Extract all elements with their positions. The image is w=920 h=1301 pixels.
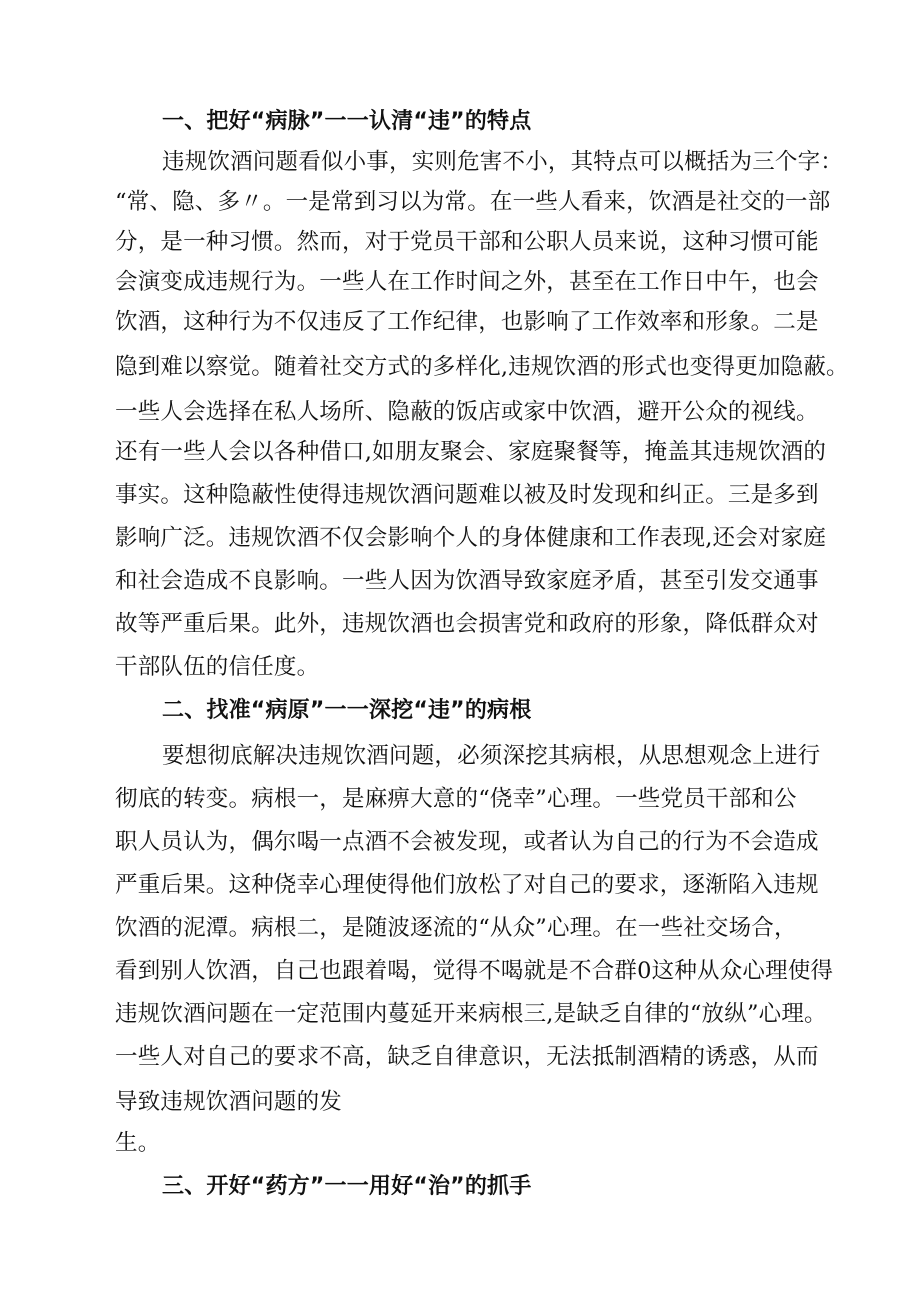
paragraph-line: 违规饮酒问题看似小事，实则危害不小，其特点可以概括为三个字：	[162, 149, 844, 175]
paragraph-line: 导致违规饮酒问题的发	[115, 1089, 343, 1115]
paragraph-line: 看到别人饮酒，自己也跟着喝，觉得不喝就是不合群0这种从众心理使得	[115, 958, 834, 984]
paragraph-line: 干部队伍的信任度。	[115, 654, 320, 680]
paragraph-line: 职人员认为，偶尔喝一点酒不会被发现，或者认为自己的行为不会造成	[115, 829, 819, 855]
paragraph-line: 故等严重后果。此外，违规饮酒也会损害党和政府的形象，降低群众对	[115, 611, 819, 637]
paragraph-line: “常、隐、多〃。一是常到习以为常。在一些人看来，饮酒是社交的一部	[115, 189, 831, 215]
paragraph-line: 隐到难以察觉。随着社交方式的多样化,违规饮酒的形式也变得更加隐蔽。	[115, 354, 849, 380]
paragraph-line: 生。	[115, 1130, 161, 1156]
paragraph-line: 饮酒，这种行为不仅违反了工作纪律，也影响了工作效率和形象。二是	[115, 309, 819, 335]
section-2-heading: 二、找准“病原”一一深挖“违”的病根	[162, 698, 532, 723]
paragraph-line: 会演变成违规行为。一些人在工作时间之外，甚至在工作日中午，也会	[115, 269, 819, 295]
paragraph-line: 事实。这种隐蔽性使得违规饮酒问题难以被及时发现和纠正。三是多到	[115, 482, 819, 508]
paragraph-line: 一些人会选择在私人场所、隐蔽的饭店或家中饮酒，避开公众的视线。	[115, 399, 819, 425]
paragraph-line: 要想彻底解决违规饮酒问题，必须深挖其病根，从思想观念上进行	[162, 743, 821, 769]
paragraph-line: 饮酒的泥潭。病根二，是随波逐流的“从众”心理。在一些社交场合，	[115, 915, 797, 941]
paragraph-line: 还有一些人会以各种借口,如朋友聚会、家庭聚餐等，掩盖其违规饮酒的	[115, 439, 827, 465]
paragraph-line: 分，是一种习惯。然而，对于党员干部和公职人员来说，这种习惯可能	[115, 229, 819, 255]
section-3-heading: 三、开好“药方”一一用好“治”的抓手	[162, 1174, 532, 1199]
paragraph-line: 影响广泛。违规饮酒不仅会影响个人的身体健康和工作表现,还会对家庭	[115, 525, 827, 551]
paragraph-line: 一些人对自己的要求不高，缺乏自律意识，无法抵制酒精的诱惑，从而	[115, 1044, 819, 1070]
paragraph-line: 和社会造成不良影响。一些人因为饮酒导致家庭矛盾，甚至引发交通事	[115, 568, 819, 594]
paragraph-line: 违规饮酒问题在一定范围内蔓延开来病根三,是缺乏自律的“放纵”心理。	[115, 1001, 827, 1027]
section-1-heading: 一、把好“病脉”一一认清“违”的特点	[162, 109, 532, 134]
paragraph-line: 严重后果。这种侥幸心理使得他们放松了对自己的要求，逐渐陷入违规	[115, 872, 819, 898]
paragraph-line: 彻底的转变。病根一，是麻痹大意的“侥幸”心理。一些党员干部和公	[115, 786, 797, 812]
